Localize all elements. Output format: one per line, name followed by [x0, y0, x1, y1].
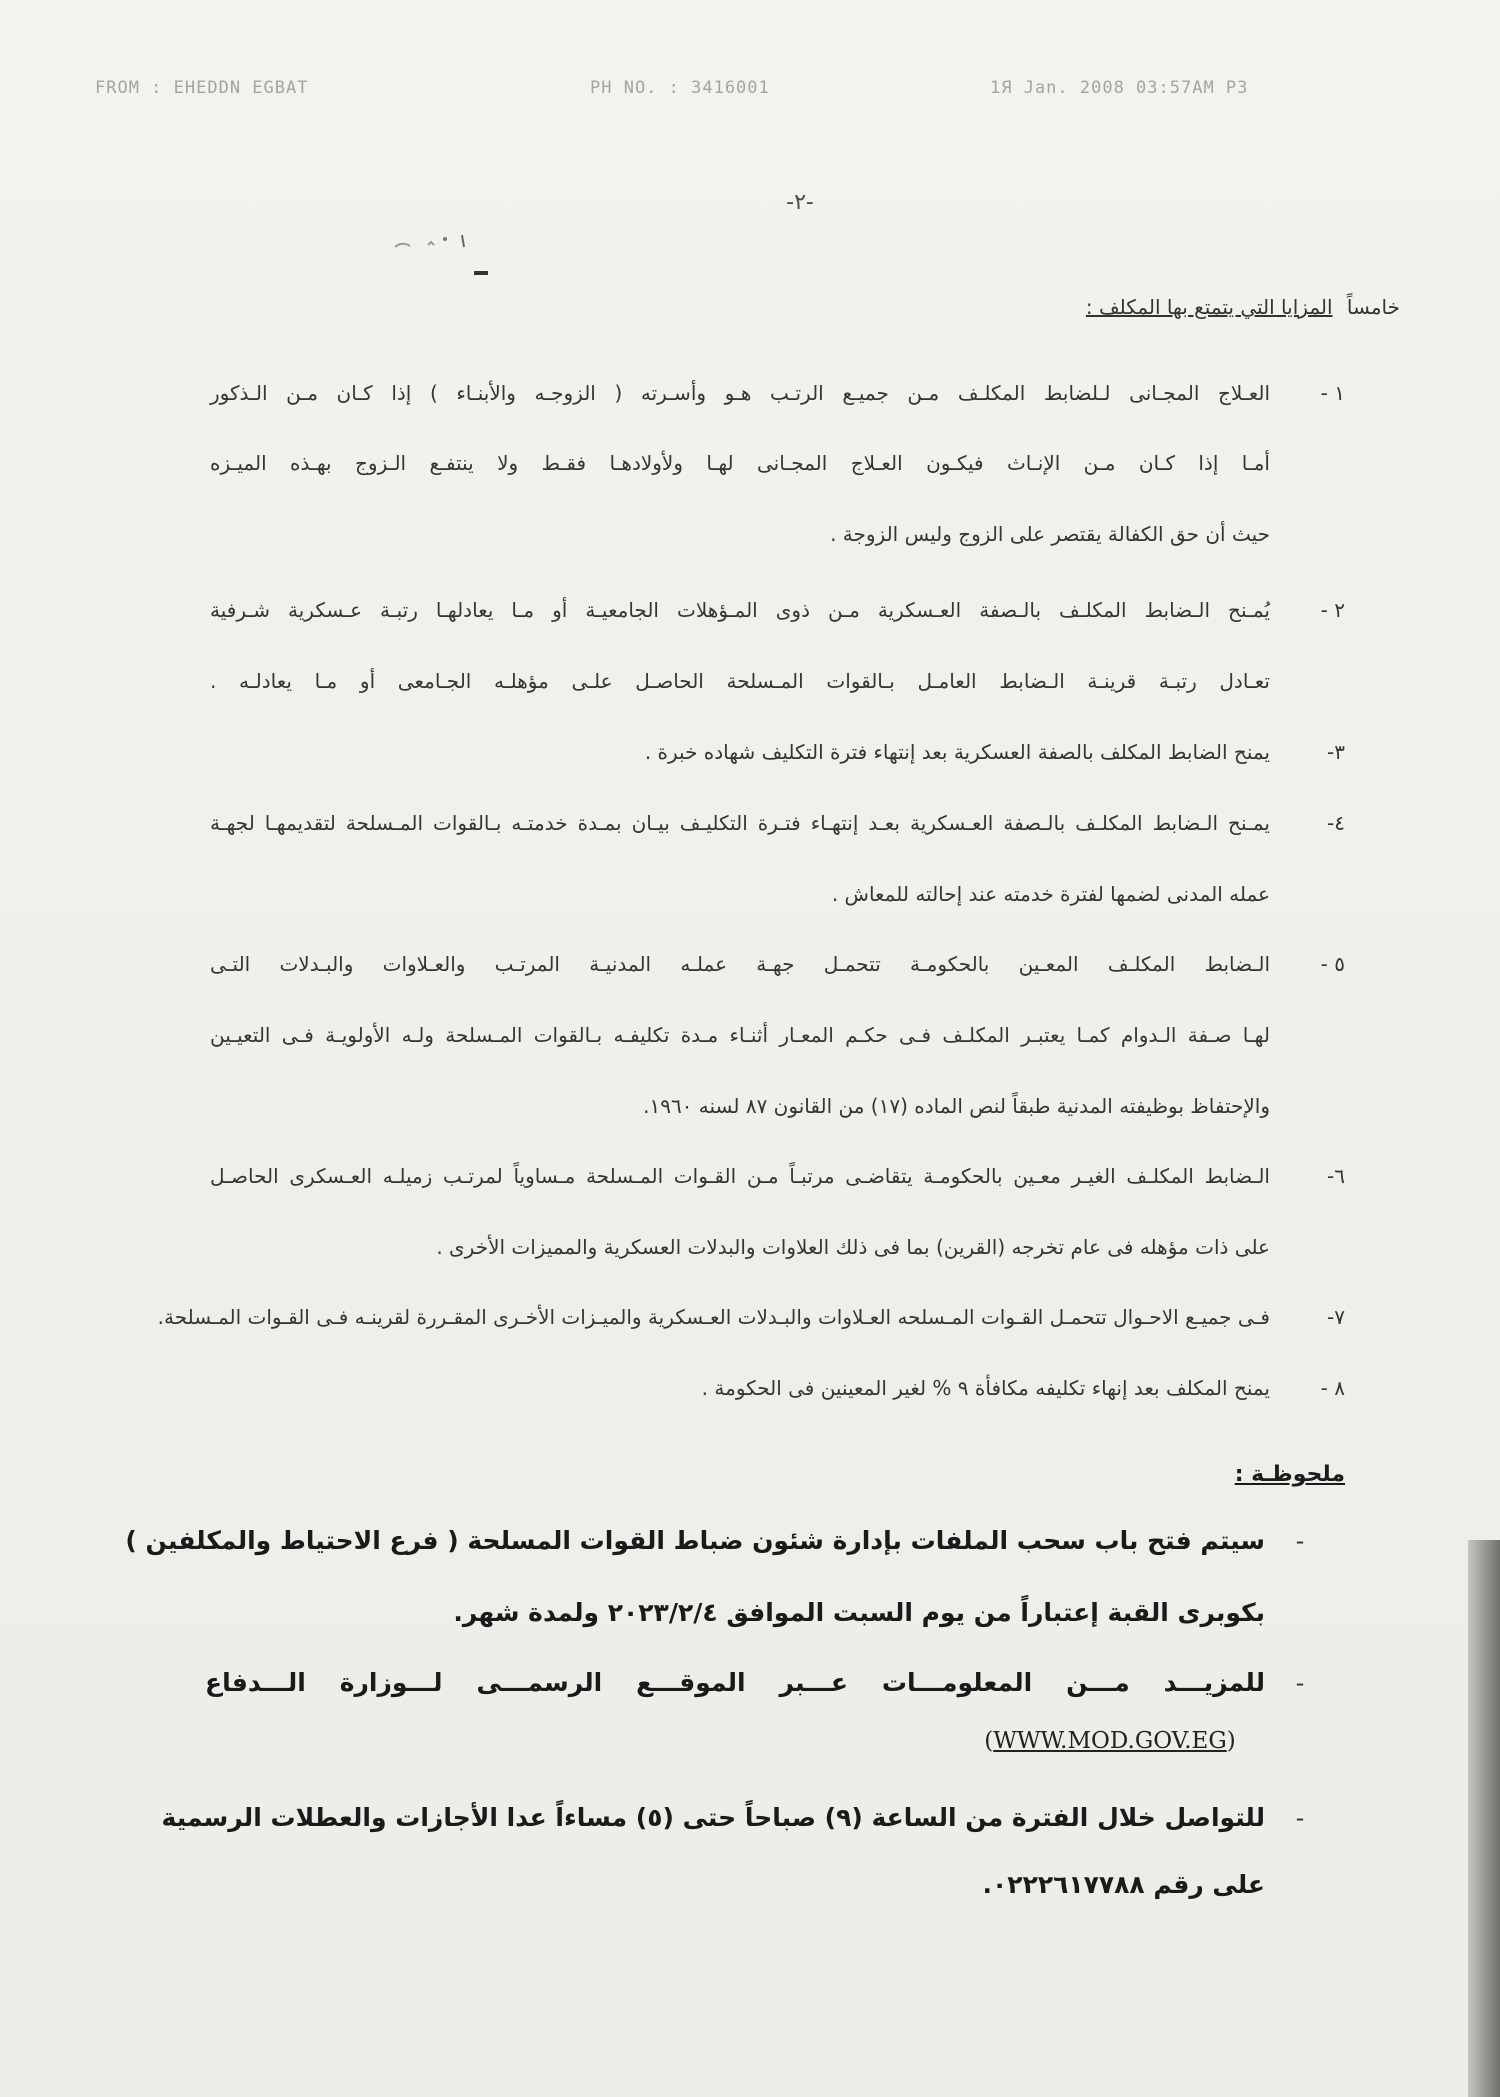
item-line: يمـنح الـضابط المكلـف بالـصفة العـسكرية بعـد إنتهـاء فتـرة التكليـف بيـان بمـدة خدمتـه بـالقوات المـسلحة لتقديمهـا لجهـة	[210, 811, 1270, 835]
item-line: لهـا صـفة الـدوام كمـا يعتبـر المكلـف فـى حكـم المعـار أثنـاء مـدة تكليفـه بـالقوات المـسلحة ولـه الأولويـة فـى التعيـين	[210, 1023, 1270, 1047]
note-bullet: -	[1295, 1804, 1305, 1832]
note-line: للتواصل خلال الفترة من الساعة (٩) صباحاً حتى (٥) مساءاً عدا الأجازات والعطلات الرسمية	[161, 1803, 1265, 1832]
item-line: يُمـنح الـضابط المكلـف بالـصفة العـسكرية مـن ذوى المـؤهلات الجامعيـة أو مـا يعادلهـا رتبـة عـسكرية شـرفية	[210, 598, 1270, 622]
url-close-paren: )	[1226, 1728, 1236, 1754]
item-line: العـلاج المجـانى لـلضابط المكلـف مـن جميـع الرتـب هـو وأسـرته ( الزوجـه والأبنـاء ) إذا كـان مـن الـذكور	[210, 381, 1270, 405]
item-number: ١ -	[1320, 381, 1345, 405]
item-line: الـضابط المكلـف المعـين بالحكومـة تتحمـل جهـة عملـه المدنيـة المرتـب والعـلاوات والبـدلات التـى	[210, 952, 1270, 976]
section-heading	[1086, 295, 1400, 319]
item-number: ٥ -	[1320, 952, 1345, 976]
item-line: فـى جميـع الاحـوال تتحمـل القـوات المـسلحه العـلاوات والبـدلات العـسكرية والميـزات الأخـرى المقـررة لقرينـه فـى القـوات المـسلحة.	[157, 1305, 1270, 1329]
fax-datetime: 1Я Jan. 2008 03:57AM P3	[990, 78, 1249, 98]
item-number: ٢ -	[1320, 598, 1345, 622]
page-number: -٢-	[786, 190, 814, 215]
item-number: ٧-	[1327, 1305, 1345, 1329]
section-number: خامساً	[1346, 295, 1400, 319]
note-bullet: -	[1295, 1527, 1305, 1555]
item-number: ٦-	[1327, 1164, 1345, 1188]
item-line: يمنح المكلف بعد إنهاء تكليفه مكافأة ٩ % لغير المعينين فى الحكومة .	[701, 1376, 1270, 1400]
note-line: على رقم ٠٢٢٢٦١٧٧٨٨.	[982, 1870, 1265, 1899]
note-line: بكوبرى القبة إعتباراً من يوم السبت الموافق ٢٠٢٣/٢/٤ ولمدة شهر.	[453, 1598, 1265, 1627]
item-line: على ذات مؤهله فى عام تخرجه (القرين) بما فى ذلك العلاوات والبدلات العسكرية والمميزات الأخرى .	[436, 1235, 1270, 1259]
pen-mark	[390, 225, 500, 285]
note-line: سيتم فتح باب سحب الملفات بإدارة شئون ضباط القوات المسلحة ( فرع الاحتياط والمكلفين )	[125, 1526, 1265, 1555]
fax-phone: PH NO. : 3416001	[590, 78, 770, 98]
item-number: ٣-	[1327, 740, 1345, 764]
item-line: والإحتفاظ بوظيفته المدنية طبقاً لنص الماده (١٧) من القانون ٨٧ لسنه ١٩٦٠.	[643, 1094, 1270, 1118]
website-url	[950, 1728, 1270, 1754]
note-bullet: -	[1295, 1669, 1305, 1697]
item-line: عمله المدنى لضمها لفترة خدمته عند إحالته للمعاش .	[831, 882, 1270, 906]
url-open-paren: (	[984, 1728, 994, 1754]
item-line: الـضابط المكلـف الغيـر معـين بالحكومـة يتقاضـى مرتبـاً مـن القـوات المـسلحة مـساوياً لمرتـب زميلـه العـسكرى الحاصـل	[210, 1164, 1270, 1188]
fax-header	[95, 78, 1315, 108]
fax-from: FROM : EHEDDN EGBAT	[95, 78, 309, 98]
item-line: يمنح الضابط المكلف بالصفة العسكرية بعد إنتهاء فترة التكليف شهاده خبرة .	[644, 740, 1270, 764]
item-line: حيث أن حق الكفالة يقتصر على الزوج وليس الزوجة .	[830, 522, 1270, 546]
section-title: المزايا التي يتمتع بها المكلف :	[1085, 295, 1333, 319]
url-text: WWW.MOD.GOV.EG	[993, 1728, 1227, 1754]
item-number: ٤-	[1327, 811, 1345, 835]
item-line: تعـادل رتبـة قرينـة الـضابط العامـل بـالقوات المـسلحة الحاصـل علـى مؤهلـه الجـامعى أو مـا يعادلـه .	[210, 669, 1270, 693]
item-number: ٨ -	[1320, 1376, 1345, 1400]
note-heading: ملحوظـة :	[1234, 1462, 1345, 1487]
item-line: أمـا إذا كـان مـن الإنـاث فيكـون العـلاج المجـانى لهـا ولأولادهـا فقـط ولا ينتفـع الـزوج بهـذه الميـزه	[210, 451, 1270, 475]
scan-edge-shadow	[1468, 1540, 1500, 2097]
note-line: للمزيـــد مـــن المعلومـــات عـــبر الموقـــع الرسمـــى لـــوزارة الـــدفاع	[205, 1668, 1265, 1697]
